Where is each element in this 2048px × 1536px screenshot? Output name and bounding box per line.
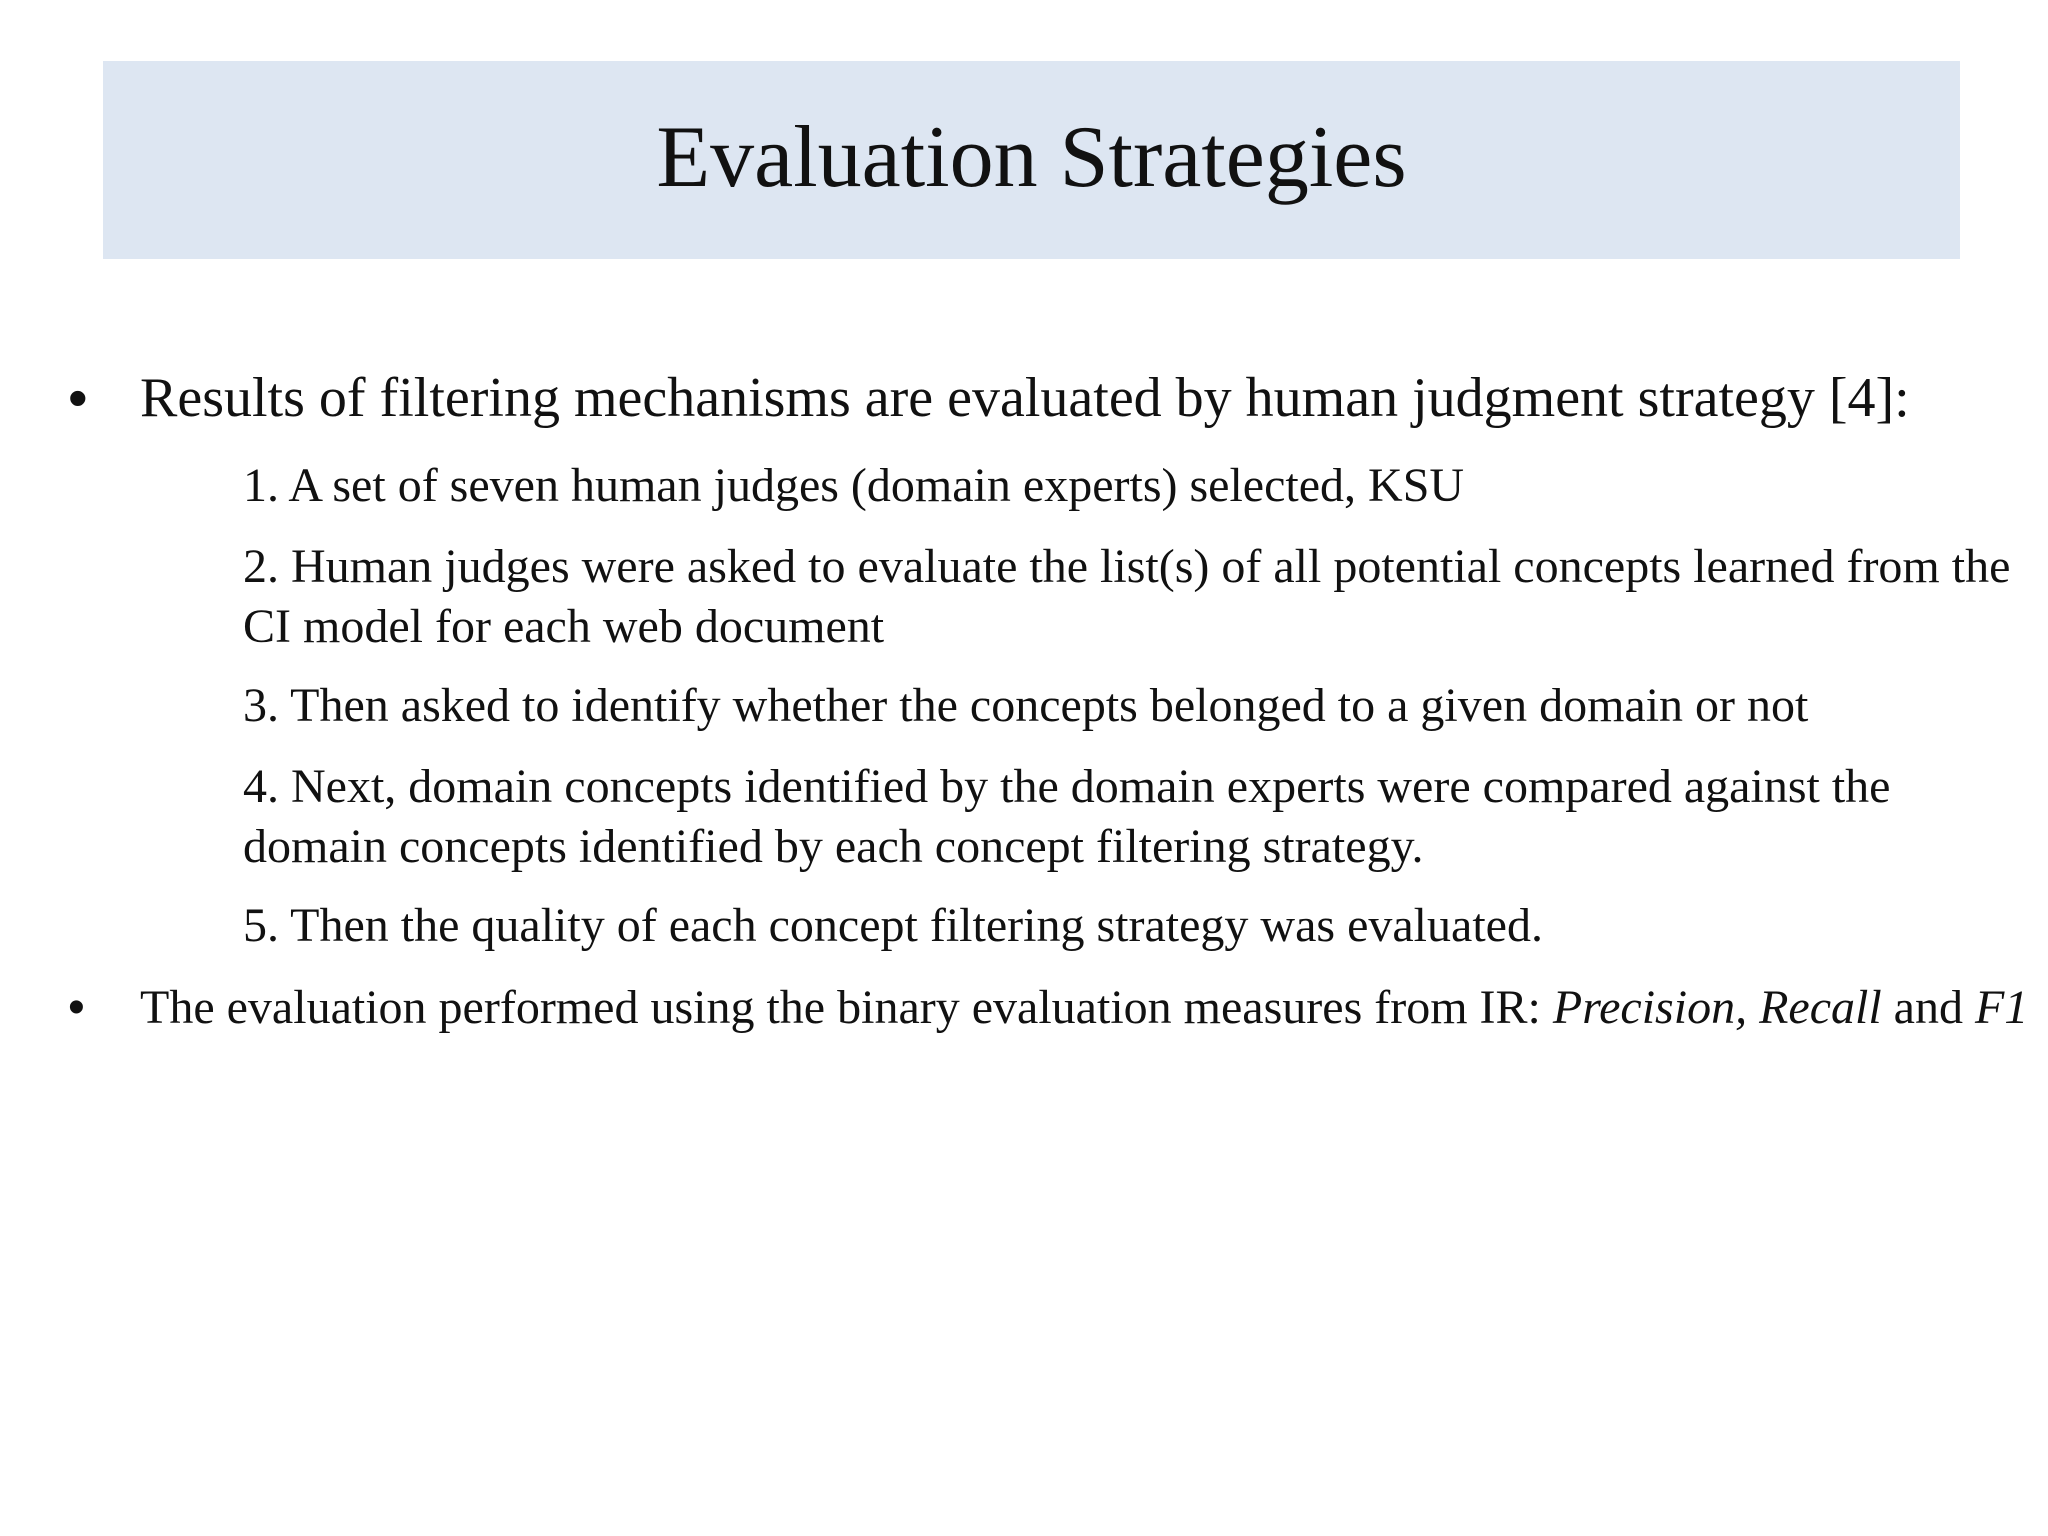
- bullet-marker: •: [68, 981, 85, 1034]
- sub-item-4: 4. Next, domain concepts identified by the domain experts were compared against the domain concepts identified by each concept filtering strategy.: [243, 760, 1891, 873]
- slide-title: Evaluation Strategies: [656, 109, 1407, 206]
- sub-item-1: 1. A set of seven human judges (domain experts) selected, KSU: [243, 459, 1465, 512]
- bullet-marker: •: [68, 366, 88, 429]
- bullet-text-prefix: The evaluation performed using the binary evaluation measures from IR:: [140, 981, 1553, 1034]
- sub-item-5: 5. Then the quality of each concept filtering strategy was evaluated.: [243, 899, 1543, 952]
- measure-precision-recall: Precision, Recall: [1552, 981, 1882, 1034]
- sub-item-2: 2. Human judges were asked to evaluate the list(s) of all potential concepts learned from the CI model for each web document: [243, 540, 2011, 653]
- bullet-text: [140, 978, 2030, 1038]
- measure-f1: F1: [1974, 981, 2029, 1034]
- bullet-text-middle: and: [1881, 981, 1975, 1034]
- sub-item-3: 3. Then asked to identify whether the concepts belonged to a given domain or not: [243, 679, 1809, 732]
- bullet-text: Results of filtering mechanisms are evaluated by human judgment strategy [4]:: [140, 367, 1910, 429]
- title-banner: [103, 61, 1960, 259]
